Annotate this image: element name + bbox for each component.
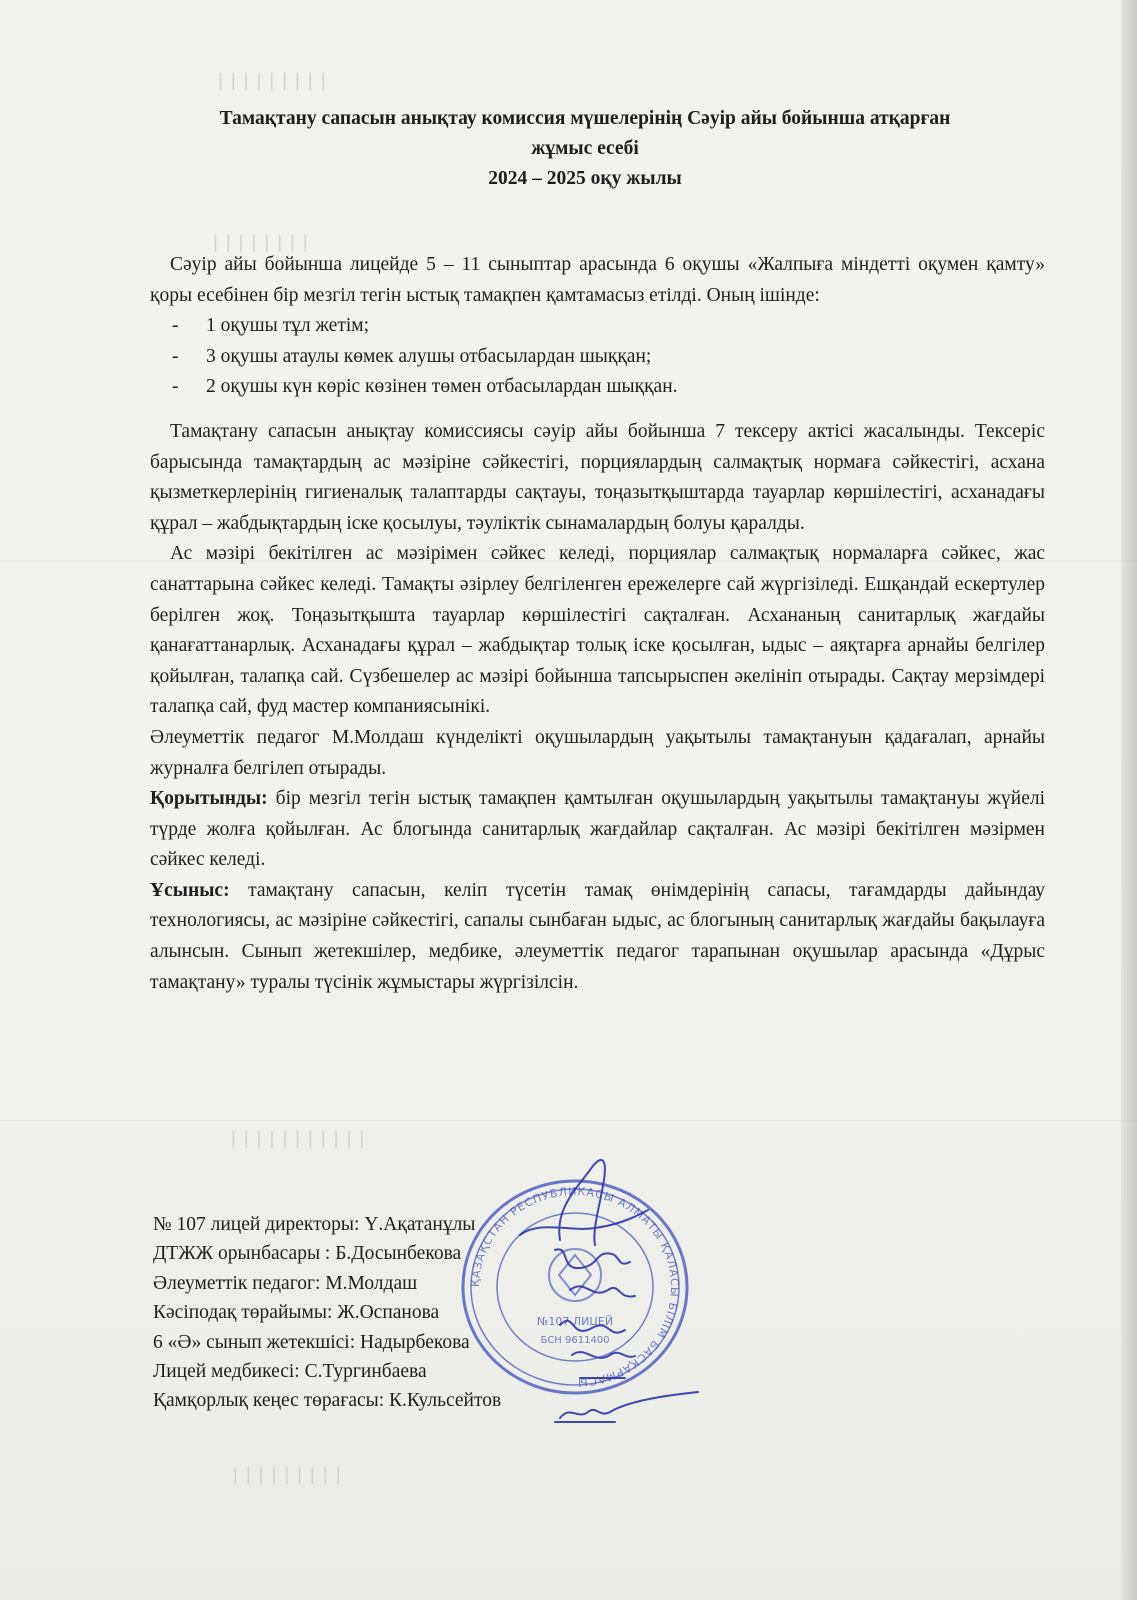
signatory-row xyxy=(153,1239,673,1268)
title-line: Тамақтану сапасын анықтау комиссия мүшелерінің Сәуір айы бойынша атқарған xyxy=(219,108,951,129)
spacer xyxy=(150,403,1045,417)
document-title xyxy=(130,104,1040,194)
signatory-role: Лицей медбикесі: xyxy=(153,1361,305,1383)
signatory-role: ДТЖЖ орынбасары : xyxy=(153,1243,336,1265)
list-item: - 3 оқушы атаулы көмек алушы отбасылардан шыққан; xyxy=(150,342,1045,373)
proposal-label: Ұсыныс: xyxy=(150,879,230,901)
signatory-role: Әлеуметтік педагог: xyxy=(153,1272,326,1294)
menu-paragraph: Ас мәзірі бекітілген ас мәзірімен сәйкес келеді, порциялар салмақтық нормаларға сәйкес, жас санаттарына сәйкес келеді. Тамақты әзірлеу белгіленген ережелерге сай жүргізіледі. Ешқандай ескертулер берілген жоқ. Тоңазытқышта тауарлар көршілестігі сақталған. Асхананың санитарлық жағдайы қанағаттанарлық. Асханадағы құрал – жабдықтар толық іске қосылған, ыдыс – аяқтарға арнайы белгілер қойылған, талапқа сай. Сүзбешелер ас мәзірі бойынша тапсырыспен әкелініп отырады. Сақтау мерзімдері талапқа сай, фуд мастер компаниясынікі. xyxy=(150,543,1045,718)
conclusion-paragraph xyxy=(150,784,1045,876)
signatory-row xyxy=(153,1357,673,1386)
signatory-role: Кәсіподақ төрайымы: xyxy=(153,1302,338,1324)
inspection-paragraph: Тамақтану сапасын анықтау комиссиясы сәуір айы бойынша 7 тексеру актісі жасалынды. Тексеріс барысында тамақтардың ас мәзіріне сәйкестігі, порциялардың салмақтық нормаға сәйкестігі, асхана қызметкерлерінің гигиеналық талаптарды сақтауы, тоңазытқыштарда тауарлар көршілестігі, асханадағы құрал – жабдықтардың іске қосылуы, тәуліктік сынамалардың болуы қаралды. xyxy=(150,420,1045,534)
stamp-id-text: БСН 9611400 xyxy=(540,1335,610,1346)
bleed-through-mark: ||||||||| xyxy=(230,1464,346,1485)
title-year: 2024 – 2025 оқу жылы xyxy=(488,168,682,189)
signatory-name: С.Тургинбаева xyxy=(304,1361,427,1383)
signatory-row xyxy=(153,1210,673,1239)
proposal-text: тамақтану сапасын, келіп түсетін тамақ өнімдерінің сапасы, тағамдарды дайындау технологиясы, ас мәзіріне сәйкестігі, сапалы сынбаған ыдыс, ас блогының санитарлық жағдайы бақылауға алынсын. Сынып жетекшілер, медбике, әлеуметтік педагог тарапынан оқушылар арасында «Дұрыс тамақтану» туралы түсінік жұмыстары жүргізілсін. xyxy=(150,879,1045,993)
conclusion-label: Қорытынды: xyxy=(150,788,268,810)
list-item: - 2 оқушы күн көріс көзінен төмен отбасылардан шыққан. xyxy=(150,372,1045,403)
list-item: - 1 оқушы тұл жетім; xyxy=(150,311,1045,342)
signatory-role: № 107 лицей директоры: xyxy=(153,1214,365,1235)
signatory-name: Ү.Ақатанұлы xyxy=(364,1214,476,1235)
signatory-name: Надырбекова xyxy=(360,1331,470,1353)
intro-paragraph: Сәуір айы бойынша лицейде 5 – 11 сыныптар арасында 6 оқушы «Жалпыға міндетті оқумен қамту» қоры есебінен бір мезгіл тегін ыстық тамақпен қамтамасыз етілді. Оның ішінде: xyxy=(150,254,1045,306)
signatories-block xyxy=(153,1210,673,1416)
signatory-row xyxy=(153,1328,673,1357)
social-paragraph: Әлеуметтік педагог М.Молдаш күнделікті оқушылардың уақытылы тамақтануын қадағалап, арнайы журналға белгілеп отырады. xyxy=(150,726,1045,779)
page-edge-shadow xyxy=(1121,0,1137,1600)
bleed-through-mark: ||||||||||| xyxy=(228,1128,370,1149)
signatory-row xyxy=(153,1269,673,1298)
signatory-row xyxy=(153,1298,673,1327)
stamp-inner-text: №107 ЛИЦЕЙ xyxy=(536,1315,614,1328)
signatory-name: К.Кульсейтов xyxy=(389,1390,502,1412)
paper-crease xyxy=(0,1120,1137,1121)
signatory-name: М.Молдаш xyxy=(325,1272,418,1294)
signatory-row xyxy=(153,1386,673,1415)
title-line: жұмыс есебі xyxy=(531,138,639,159)
signatory-name: Ж.Оспанова xyxy=(337,1302,440,1324)
student-list xyxy=(150,311,1045,403)
stamp-ring-text: ҚАЗАҚСТАН РЕСПУБЛИКАСЫ АЛМАТЫ ҚАЛАСЫ БІЛІМ БАСҚАРМАСЫ xyxy=(468,1184,682,1390)
conclusion-text: бір мезгіл тегін ыстық тамақпен қамтылған оқушылардың уақытылы тамақтануы жүйелі түрде жолға қойылған. Ас блогында санитарлық жағдайлар сақталған. Ас мәзірі бекітілген мәзірмен сәйкес келеді. xyxy=(150,788,1045,871)
proposal-paragraph xyxy=(150,876,1045,998)
signatory-role: 6 «Ә» сынып жетекшісі: xyxy=(153,1331,361,1353)
signatory-role: Қамқорлық кеңес төрағасы: xyxy=(153,1390,390,1412)
document-body xyxy=(150,250,1045,998)
bleed-through-mark: ||||||||| xyxy=(215,70,331,91)
signatory-name: Б.Досынбекова xyxy=(335,1243,462,1265)
bleed-through-mark: |||||||| xyxy=(210,232,313,253)
